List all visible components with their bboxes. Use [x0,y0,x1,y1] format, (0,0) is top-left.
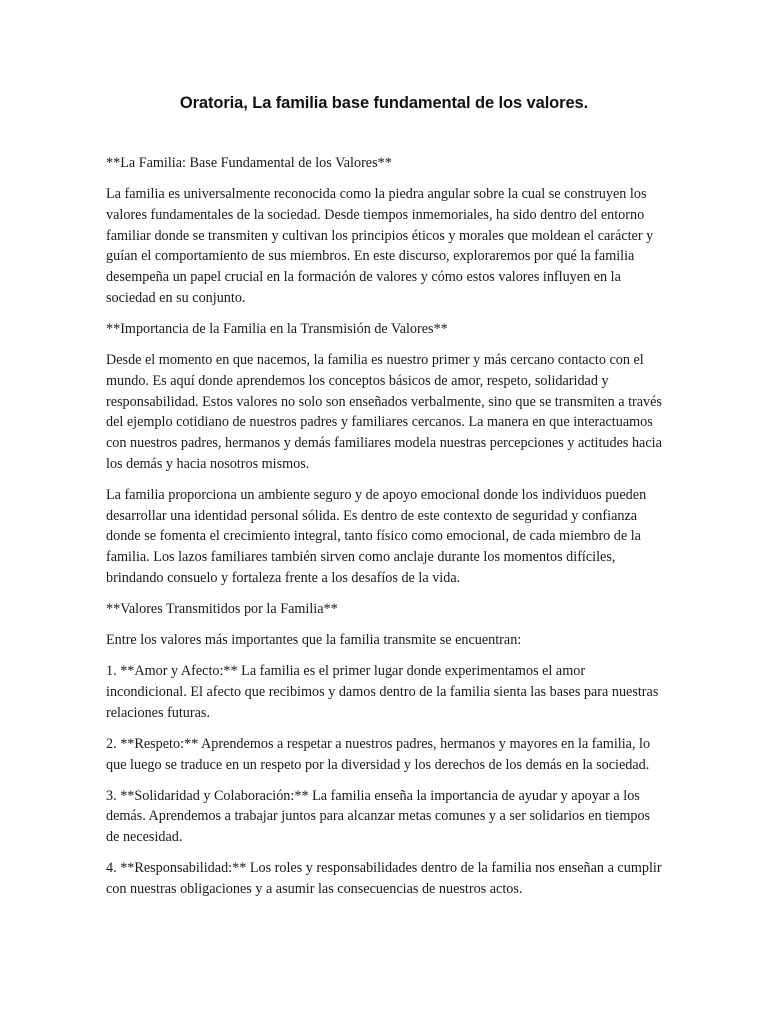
list-item-solidaridad: 3. **Solidaridad y Colaboración:** La familia enseña la importancia de ayudar y apoyar a los demás. Aprendemos a trabajar juntos para alcanzar metas comunes y a ser solidarios en tiempos de necesidad. [106,787,651,846]
paragraph-ambiente: La familia proporciona un ambiente seguro y de apoyo emocional donde los individuos pueden desarrollar una identidad personal sólida. Es dentro de este contexto de seguridad y confianza donde se fomenta el crecimiento integral, tanto físico como emocional, de cada miembro de la familia. Los lazos familiares también sirven como anclaje durante los momentos difíciles, brindando consuelo y fortaleza frente a los desafíos de la vida. [106,486,647,586]
paragraph-intro: La familia es universalmente reconocida como la piedra angular sobre la cual se construyen los valores fundamentales de la sociedad. Desde tiempos inmemoriales, ha sido dentro del entorno familiar donde se transmiten y cultivan los principios éticos y morales que moldean el carácter y guían el comportamiento de sus miembros. En este discurso, exploraremos por qué la familia desempeña un papel crucial en la formación de valores y cómo estos valores influyen en la sociedad en su conjunto. [106,186,654,306]
section-heading-familia: **La Familia: Base Fundamental de los Valores** [106,155,392,171]
paragraph-nacimiento: Desde el momento en que nacemos, la familia es nuestro primer y más cercano contacto con el mundo. Es aquí donde aprendemos los conceptos básicos de amor, respeto, solidaridad y responsabilidad. Estos valores no solo son enseñados verbalmente, sino que se transmiten a través del ejemplo cotidiano de nuestros padres y familiares cercanos. La manera en que interactuamos con nuestros padres, hermanos y demás familiares modela nuestras percepciones y actitudes hacia los demás y hacia nosotros mismos. [106,352,662,472]
list-item-amor: 1. **Amor y Afecto:** La familia es el primer lugar donde experimentamos el amor incondicional. El afecto que recibimos y damos dentro de la familia sienta las bases para nuestras relaciones futuras. [106,663,659,721]
list-item-responsabilidad: 4. **Responsabilidad:** Los roles y responsabilidades dentro de la familia nos enseñan a cumplir con nuestras obligaciones y a asumir las consecuencias de nuestros actos. [106,860,662,898]
list-item-respeto: 2. **Respeto:** Aprendemos a respetar a nuestros padres, hermanos y mayores en la familia, lo que luego se traduce en un respeto por la diversidad y los derechos de los demás en la sociedad. [106,735,651,773]
page-title: Oratoria, La familia base fundamental de los valores. [179,94,589,112]
document-body [106,153,662,910]
paragraph-lista-intro: Entre los valores más importantes que la familia transmite se encuentran: [106,632,522,649]
section-heading-valores: **Valores Transmitidos por la Familia** [106,600,338,617]
section-heading-importancia: **Importancia de la Familia en la Transmisión de Valores** [106,320,448,337]
